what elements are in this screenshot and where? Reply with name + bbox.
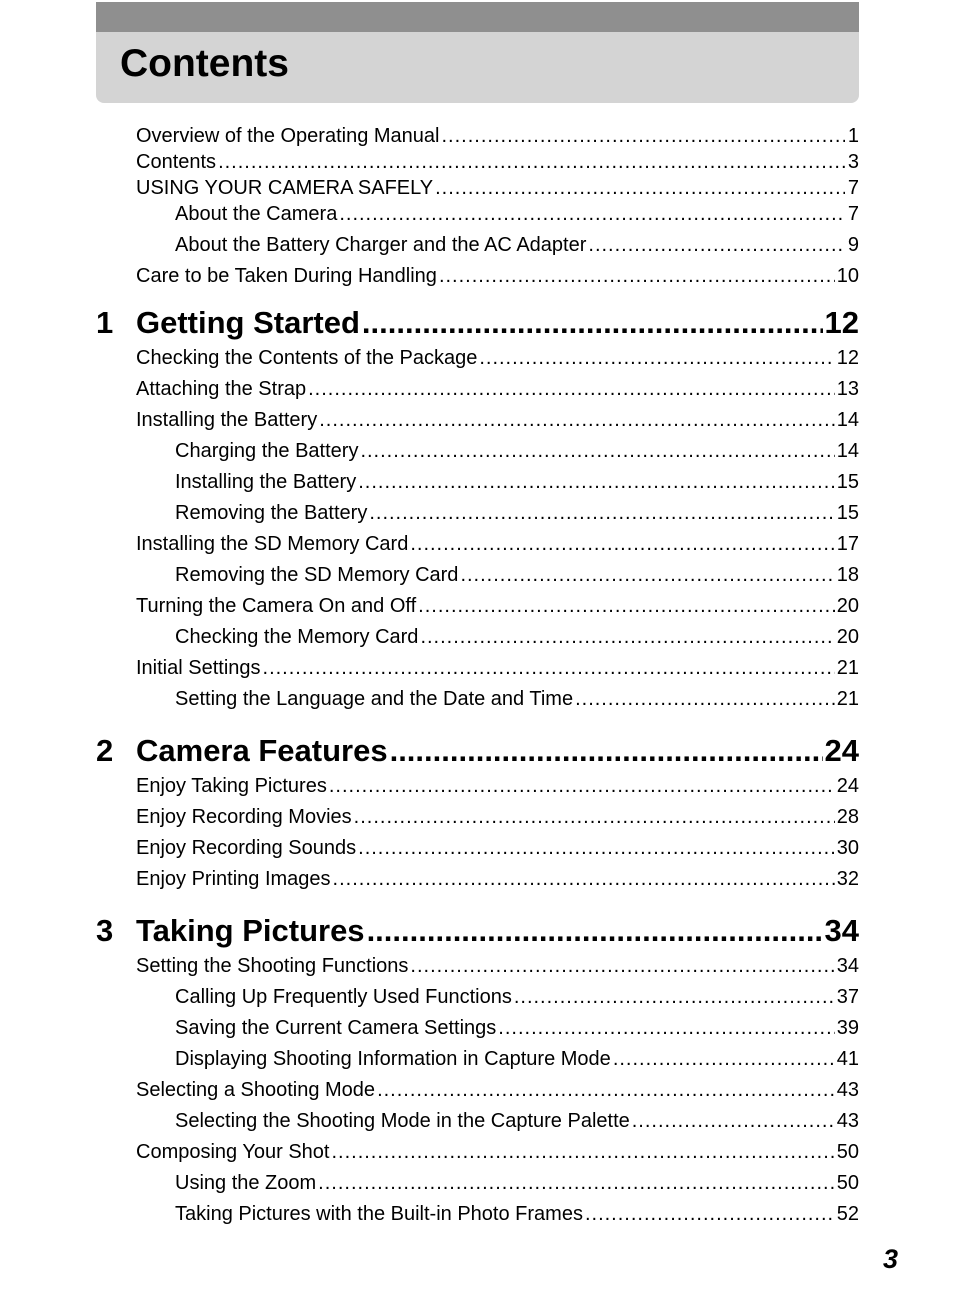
dot-leader	[420, 625, 834, 650]
dot-leader	[318, 1171, 835, 1196]
toc-entry[interactable]	[96, 594, 859, 625]
dot-leader	[367, 912, 823, 950]
toc-entry-label: Overview of the Operating Manual	[136, 125, 440, 147]
toc-entry-page: 28	[836, 806, 859, 828]
dot-leader	[358, 836, 835, 861]
dot-leader	[354, 805, 835, 830]
toc-entry-label: USING YOUR CAMERA SAFELY	[136, 177, 434, 199]
toc-entry-page: 7	[847, 203, 859, 225]
toc-entry-page: 9	[847, 234, 859, 256]
dot-leader	[329, 774, 835, 799]
dot-leader	[442, 124, 846, 149]
dot-leader	[613, 1047, 835, 1072]
dot-leader	[514, 985, 835, 1010]
toc-entry-page: 32	[836, 868, 859, 890]
toc-entry-label: Installing the Battery	[175, 471, 357, 493]
toc-entry[interactable]	[96, 1047, 859, 1078]
dot-leader	[331, 1140, 834, 1165]
toc-entry-page: 21	[836, 688, 859, 710]
dot-leader	[377, 1078, 835, 1103]
chapter-heading[interactable]	[96, 912, 859, 950]
toc-entry[interactable]	[96, 687, 859, 718]
toc-entry-page: 14	[836, 440, 859, 462]
toc-entry-label: Removing the Battery	[175, 502, 368, 524]
toc-entry-label: About the Battery Charger and the AC Adapter	[175, 234, 587, 256]
toc-entry[interactable]	[96, 470, 859, 501]
chapter-number: 2	[96, 733, 114, 768]
toc-entry-page: 37	[836, 986, 859, 1008]
toc-entry-page: 3	[847, 151, 859, 173]
toc-entry-label: Turning the Camera On and Off	[136, 595, 417, 617]
table-of-contents	[96, 124, 859, 1233]
dot-leader	[439, 264, 835, 289]
dot-leader	[369, 501, 834, 526]
toc-entry-label: Removing the SD Memory Card	[175, 564, 459, 586]
toc-entry[interactable]	[96, 176, 859, 202]
dot-leader	[585, 1202, 835, 1227]
toc-entry-label: Installing the SD Memory Card	[136, 533, 409, 555]
toc-entry-page: 20	[836, 626, 859, 648]
toc-entry-label: Care to be Taken During Handling	[136, 265, 437, 287]
toc-entry-page: 15	[836, 471, 859, 493]
dot-leader	[479, 346, 834, 371]
toc-entry[interactable]	[96, 563, 859, 594]
toc-entry[interactable]	[96, 656, 859, 687]
toc-entry-page: 7	[847, 177, 859, 199]
chapter-heading[interactable]	[96, 304, 859, 342]
toc-entry-page: 17	[836, 533, 859, 555]
contents-header	[96, 2, 859, 103]
toc-entry[interactable]	[96, 805, 859, 836]
toc-entry[interactable]	[96, 1202, 859, 1233]
toc-entry[interactable]	[96, 124, 859, 150]
toc-entry-label: Composing Your Shot	[136, 1141, 330, 1163]
dot-leader	[358, 470, 835, 495]
dot-leader	[360, 439, 834, 464]
toc-entry-page: 50	[836, 1172, 859, 1194]
toc-entry-label: Selecting a Shooting Mode	[136, 1079, 376, 1101]
toc-entry[interactable]	[96, 346, 859, 377]
toc-entry-page: 18	[836, 564, 859, 586]
dot-leader	[390, 732, 823, 770]
dot-leader	[632, 1109, 835, 1134]
toc-entry-label: Displaying Shooting Information in Capture Mode	[175, 1048, 611, 1070]
chapter-page: 12	[824, 305, 859, 340]
toc-entry[interactable]	[96, 202, 859, 233]
toc-entry-page: 12	[836, 347, 859, 369]
toc-entry-page: 41	[836, 1048, 859, 1070]
toc-entry-label: Initial Settings	[136, 657, 261, 679]
toc-entry[interactable]	[96, 439, 859, 470]
toc-entry[interactable]	[96, 1078, 859, 1109]
toc-entry[interactable]	[96, 985, 859, 1016]
toc-entry-page: 10	[836, 265, 859, 287]
dot-leader	[263, 656, 835, 681]
toc-entry-label: Taking Pictures with the Built-in Photo Frames	[175, 1203, 583, 1225]
toc-entry-page: 1	[847, 125, 859, 147]
toc-entry[interactable]	[96, 1016, 859, 1047]
toc-entry-page: 50	[836, 1141, 859, 1163]
toc-entry-page: 21	[836, 657, 859, 679]
dot-leader	[218, 150, 845, 175]
toc-entry[interactable]	[96, 774, 859, 805]
toc-entry[interactable]	[96, 377, 859, 408]
dot-leader	[498, 1016, 834, 1041]
toc-entry-label: Using the Zoom	[175, 1172, 317, 1194]
toc-entry-label: Charging the Battery	[175, 440, 359, 462]
toc-entry[interactable]	[96, 233, 859, 264]
page-number: 3	[882, 1244, 898, 1274]
toc-entry-label: Selecting the Shooting Mode in the Capture Palette	[175, 1110, 630, 1132]
dot-leader	[575, 687, 835, 712]
toc-entry[interactable]	[96, 836, 859, 867]
toc-entry[interactable]	[96, 532, 859, 563]
toc-entry-label: Enjoy Recording Sounds	[136, 837, 357, 859]
toc-entry-label: Saving the Current Camera Settings	[175, 1017, 497, 1039]
toc-entry[interactable]	[96, 501, 859, 532]
dot-leader	[339, 202, 845, 227]
toc-entry[interactable]	[96, 1140, 859, 1171]
dot-leader	[333, 867, 835, 892]
dot-leader	[362, 304, 823, 342]
toc-entry-label: Calling Up Frequently Used Functions	[175, 986, 512, 1008]
dot-leader	[588, 233, 845, 258]
toc-entry[interactable]	[96, 625, 859, 656]
toc-entry-label: Contents	[136, 151, 217, 173]
dot-leader	[435, 176, 845, 201]
toc-entry-page: 43	[836, 1110, 859, 1132]
toc-entry-label: Enjoy Taking Pictures	[136, 775, 327, 797]
toc-entry[interactable]	[96, 954, 859, 985]
chapter-title: Taking Pictures	[136, 913, 365, 948]
toc-entry-page: 39	[836, 1017, 859, 1039]
toc-entry-page: 14	[836, 409, 859, 431]
toc-entry[interactable]	[96, 1171, 859, 1202]
toc-entry[interactable]	[96, 1109, 859, 1140]
toc-entry-label: Enjoy Recording Movies	[136, 806, 352, 828]
toc-entry-label: Setting the Language and the Date and Time	[175, 688, 574, 710]
dot-leader	[410, 954, 834, 979]
chapter-title: Camera Features	[136, 733, 388, 768]
toc-entry-label: Checking the Memory Card	[175, 626, 419, 648]
dot-leader	[460, 563, 834, 588]
page-title: Contents	[120, 42, 289, 85]
toc-entry-label: Installing the Battery	[136, 409, 318, 431]
toc-entry[interactable]	[96, 150, 859, 176]
toc-entry-label: Enjoy Printing Images	[136, 868, 331, 890]
toc-entry-label: About the Camera	[175, 203, 338, 225]
chapter-number: 3	[96, 913, 114, 948]
toc-entry-page: 34	[836, 955, 859, 977]
toc-entry[interactable]	[96, 264, 859, 290]
toc-entry-page: 13	[836, 378, 859, 400]
toc-entry-page: 43	[836, 1079, 859, 1101]
toc-entry-label: Attaching the Strap	[136, 378, 307, 400]
toc-entry-page: 30	[836, 837, 859, 859]
header-top-bar	[96, 2, 859, 32]
toc-entry-page: 52	[836, 1203, 859, 1225]
chapter-heading[interactable]	[96, 732, 859, 770]
toc-entry-label: Checking the Contents of the Package	[136, 347, 478, 369]
dot-leader	[410, 532, 834, 557]
toc-entry-page: 24	[836, 775, 859, 797]
toc-entry[interactable]	[96, 408, 859, 439]
chapter-page: 24	[824, 733, 859, 768]
toc-entry-page: 15	[836, 502, 859, 524]
toc-entry-page: 20	[836, 595, 859, 617]
toc-entry-label: Setting the Shooting Functions	[136, 955, 409, 977]
dot-leader	[319, 408, 835, 433]
chapter-title: Getting Started	[136, 305, 360, 340]
toc-entry[interactable]	[96, 867, 859, 898]
dot-leader	[308, 377, 835, 402]
chapter-number: 1	[96, 305, 114, 340]
dot-leader	[418, 594, 835, 619]
chapter-page: 34	[824, 913, 859, 948]
